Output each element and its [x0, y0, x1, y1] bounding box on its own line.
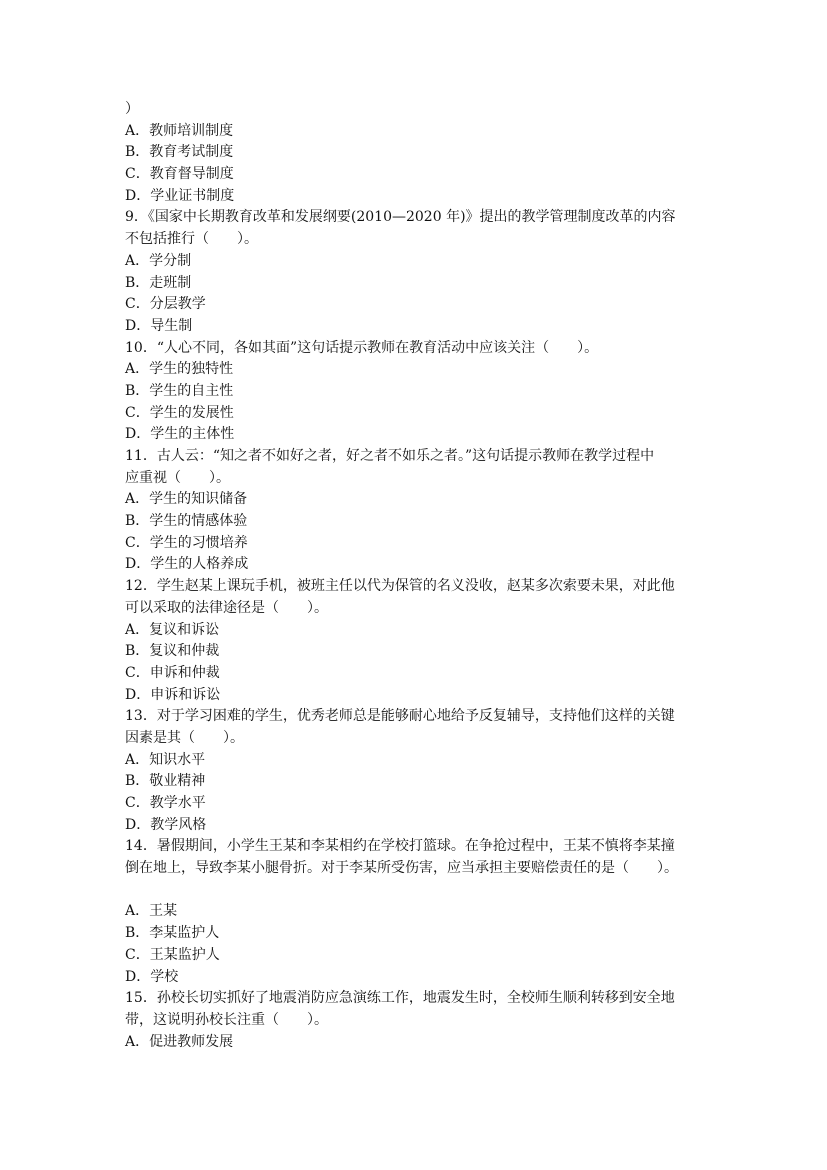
question-9-option-a: A．学分制 — [125, 252, 192, 269]
question-13-option-b: B．敬业精神 — [125, 773, 206, 790]
question-12-stem-line-2: 可以采取的法律途径是（ ）。 — [125, 599, 328, 616]
question-14-stem-line-1: 14．暑假期间，小学生王某和李某相约在学校打篮球。在争抢过程中，王某不慎将李某撞 — [125, 838, 675, 855]
question-9-option-b: B．走班制 — [125, 274, 192, 291]
question-8-stem-tail: ） — [125, 101, 139, 117]
question-9-stem-line-2: 不包括推行（ ）。 — [125, 231, 258, 248]
question-11-option-c: C．学生的习惯培养 — [125, 534, 248, 551]
question-14-option-c: C．王某监护人 — [125, 946, 220, 963]
question-8-option-c: C．教育督导制度 — [125, 166, 234, 183]
question-10-option-a: A．学生的独特性 — [125, 361, 234, 378]
question-10-option-c: C．学生的发展性 — [125, 404, 234, 421]
question-13-stem-line-2: 因素是其（ ）。 — [125, 729, 244, 746]
question-10-option-b: B．学生的自主性 — [125, 382, 234, 399]
document-page — [125, 99, 725, 1053]
question-11-stem-line-2: 应重视（ ）。 — [125, 469, 230, 486]
question-10-stem-line-1: 10．“人心不同，各如其面”这句话提示教师在教育活动中应该关注（ ）。 — [125, 339, 599, 356]
question-14-stem-line-2: 倒在地上，导致李某小腿骨折。对于李某所受伤害，应当承担主要赔偿责任的是（ ）。 — [125, 860, 678, 877]
question-9-stem-line-1: 9．《国家中长期教育改革和发展纲要(2010—2020 年)》提出的教学管理制度改革的内容 — [125, 209, 676, 226]
question-9-option-d: D．导生制 — [125, 317, 193, 334]
question-12-option-d: D．申诉和诉讼 — [125, 686, 221, 703]
blank-line — [125, 880, 725, 902]
question-13-option-c: C．教学水平 — [125, 795, 206, 811]
question-9-option-c: C．分层教学 — [125, 296, 206, 313]
question-14-option-d: D．学校 — [125, 968, 179, 985]
question-13-stem-line-1: 13．对于学习困难的学生，优秀老师总是能够耐心地给予反复辅导，支持他们这样的关键 — [125, 708, 675, 725]
question-11-option-a: A．学生的知识储备 — [125, 491, 248, 508]
question-11-option-d: D．学生的人格养成 — [125, 556, 249, 573]
question-15-stem-line-1: 15．孙校长切实抓好了地震消防应急演练工作，地震发生时，全校师生顺利转移到安全地 — [125, 990, 675, 1007]
question-8-option-b: B．教育考试制度 — [125, 144, 234, 161]
question-12-stem-line-1: 12．学生赵某上课玩手机，被班主任以代为保管的名义没收，赵某多次索要未果，对此他 — [125, 578, 675, 595]
question-13-option-a: A．知识水平 — [125, 751, 206, 768]
question-15-option-a: A．促进教师发展 — [125, 1033, 234, 1050]
question-15-stem-line-2: 带，这说明孙校长注重（ ）。 — [125, 1011, 328, 1028]
question-13-option-d: D．教学风格 — [125, 816, 207, 833]
question-12-option-a: A．复议和诉讼 — [125, 621, 220, 638]
question-14-option-a: A．王某 — [125, 903, 178, 920]
question-12-option-b: B．复议和仲裁 — [125, 643, 220, 660]
question-11-option-b: B．学生的情感体验 — [125, 513, 248, 530]
question-8-option-d: D．学业证书制度 — [125, 187, 235, 204]
question-8-option-a: A．教师培训制度 — [125, 122, 234, 139]
question-12-option-c: C．申诉和仲裁 — [125, 664, 220, 681]
question-10-option-d: D．学生的主体性 — [125, 426, 235, 443]
question-14-option-b: B．李某监护人 — [125, 925, 220, 942]
question-11-stem-line-1: 11．古人云：“知之者不如好之者，好之者不如乐之者。”这句话提示教师在教学过程中 — [125, 448, 655, 464]
